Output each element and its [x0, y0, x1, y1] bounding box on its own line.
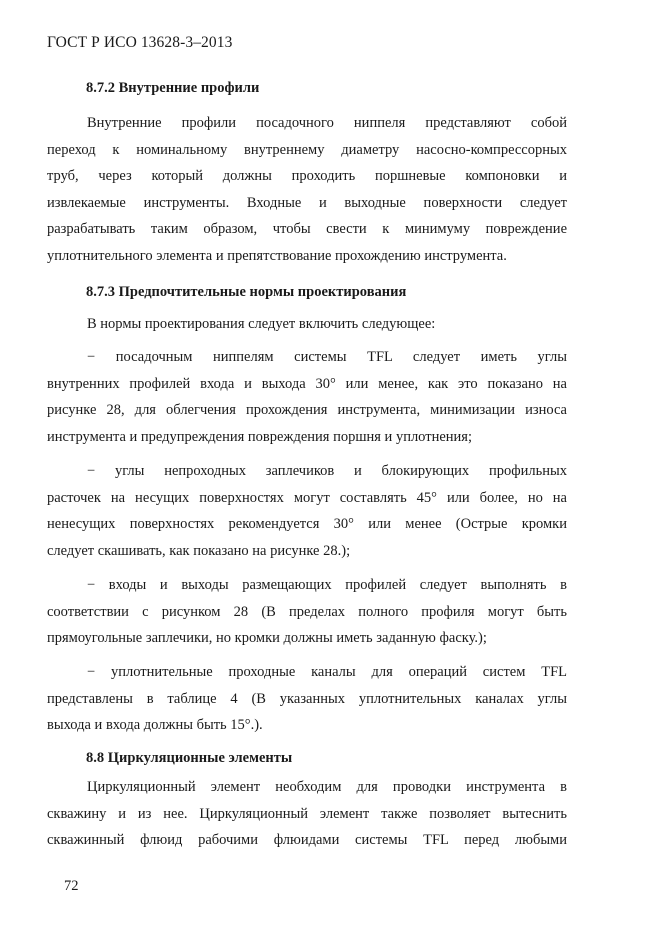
text-line: рисунке 28, для облегчения прохождения инструмента, минимизации износа	[47, 402, 567, 419]
text-line: уплотнительного элемента и препятствование прохождению инструмента.	[47, 247, 507, 264]
text-line: − углы непроходных заплечиков и блокирующих профильных	[87, 463, 567, 479]
text-line: скважину и из нее. Циркуляционный элемент также позволяет вытеснить	[47, 805, 567, 822]
section-heading-8-8: 8.8 Циркуляционные элементы	[86, 750, 293, 766]
section-heading-8-7-3: 8.7.3 Предпочтительные нормы проектирования	[86, 284, 407, 300]
text-line: внутренних профилей входа и выхода 30° или менее, как это показано на	[47, 375, 567, 392]
text-line: скважинный флюид рабочими флюидами системы TFL перед любыми	[47, 832, 567, 849]
paragraph-circulation-elements	[47, 774, 567, 854]
text-line: переход к номинальному внутреннему диаметру насосно-компрессорных	[47, 141, 567, 158]
text-line: − входы и выходы размещающих профилей следует выполнять в	[87, 577, 567, 593]
text-line: инструмента и предупреждения повреждения поршня и уплотнения;	[47, 428, 472, 445]
text-line: соответствии с рисунком 28 (В пределах полного профиля могут быть	[47, 603, 567, 620]
text-line: − посадочным ниппелям системы TFL следует иметь углы	[87, 349, 567, 365]
page-number: 72	[64, 878, 79, 894]
text-line: разрабатывать таким образом, чтобы свести к минимуму повреждение	[47, 221, 567, 238]
text-line: прямоугольные заплечики, но кромки должны иметь заданную фаску.);	[47, 630, 487, 647]
paragraph-internal-profiles	[47, 110, 567, 270]
text-line: извлекаемые инструменты. Входные и выходные поверхности следует	[47, 194, 567, 211]
list-item-4	[47, 659, 567, 739]
document-header: ГОСТ Р ИСО 13628-3–2013	[47, 34, 233, 51]
section-heading-8-7-2: 8.7.2 Внутренние профили	[86, 80, 260, 96]
paragraph-intro: В нормы проектирования следует включить следующее:	[87, 316, 436, 332]
list-item-3	[47, 572, 567, 652]
text-line: ненесущих поверхностях рекомендуется 30° или менее (Острые кромки	[47, 516, 567, 533]
text-line: расточек на несущих поверхностях могут составлять 45° или более, но на	[47, 489, 567, 506]
list-item-1	[47, 344, 567, 450]
text-line: Внутренние профили посадочного ниппеля представляют собой	[87, 115, 567, 131]
text-line: труб, через который должны проходить поршневые компоновки и	[47, 168, 567, 185]
text-line: выхода и входа должны быть 15°.).	[47, 717, 263, 734]
text-line: Циркуляционный элемент необходим для проводки инструмента в	[87, 779, 567, 795]
text-line: представлены в таблице 4 (В указанных уплотнительных каналах углы	[47, 690, 567, 707]
text-line: следует скашивать, как показано на рисунке 28.);	[47, 542, 351, 559]
list-item-2	[47, 458, 567, 564]
text-line: − уплотнительные проходные каналы для операций систем TFL	[87, 664, 567, 680]
